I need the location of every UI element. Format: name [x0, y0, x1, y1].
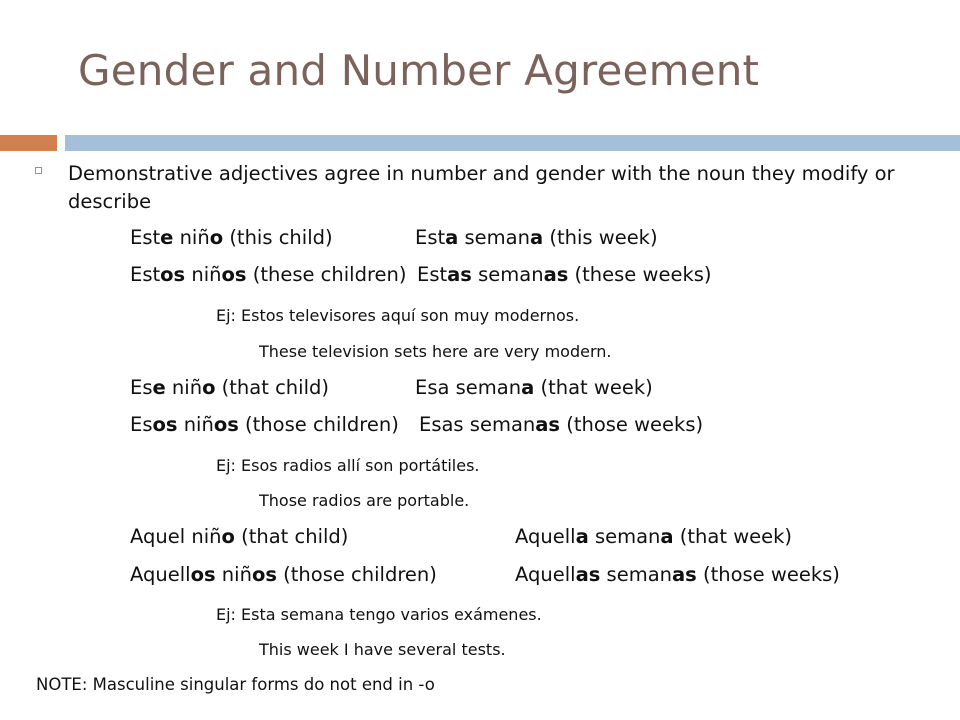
row-estas: Estas semanas (these weeks) — [417, 263, 712, 286]
accent-bar-blue — [65, 135, 960, 151]
row-esos: Esos niños (those children) — [130, 413, 399, 436]
translation-1: These television sets here are very modern. — [259, 342, 612, 361]
row-aquel: Aquel niño (that child) — [130, 525, 349, 548]
row-esas: Esas semanas (those weeks) — [419, 413, 704, 436]
translation-3: This week I have several tests. — [259, 640, 506, 659]
row-este: Este niño (this child) — [130, 226, 333, 249]
row-esa: Esa semana (that week) — [415, 376, 653, 399]
note-text: NOTE: Masculine singular forms do not end in -o — [36, 675, 435, 694]
row-aquellas: Aquellas semanas (those weeks) — [515, 563, 840, 586]
row-aquella: Aquella semana (that week) — [515, 525, 793, 548]
row-ese: Ese niño (that child) — [130, 376, 329, 399]
example-2: Ej: Esos radios allí son portátiles. — [216, 456, 480, 475]
accent-bar-orange — [0, 135, 57, 151]
example-3: Ej: Esta semana tengo varios exámenes. — [216, 605, 542, 624]
row-aquellos: Aquellos niños (those children) — [130, 563, 437, 586]
translation-2: Those radios are portable. — [259, 491, 470, 510]
square-bullet-icon — [35, 167, 42, 174]
row-estos: Estos niños (these children) — [130, 263, 407, 286]
slide-title: Gender and Number Agreement — [78, 46, 760, 95]
row-esta: Esta semana (this week) — [415, 226, 658, 249]
bullet-text: Demonstrative adjectives agree in number and gender with the noun they modify or describe — [68, 162, 895, 213]
example-1: Ej: Estos televisores aquí son muy modernos. — [216, 306, 580, 325]
